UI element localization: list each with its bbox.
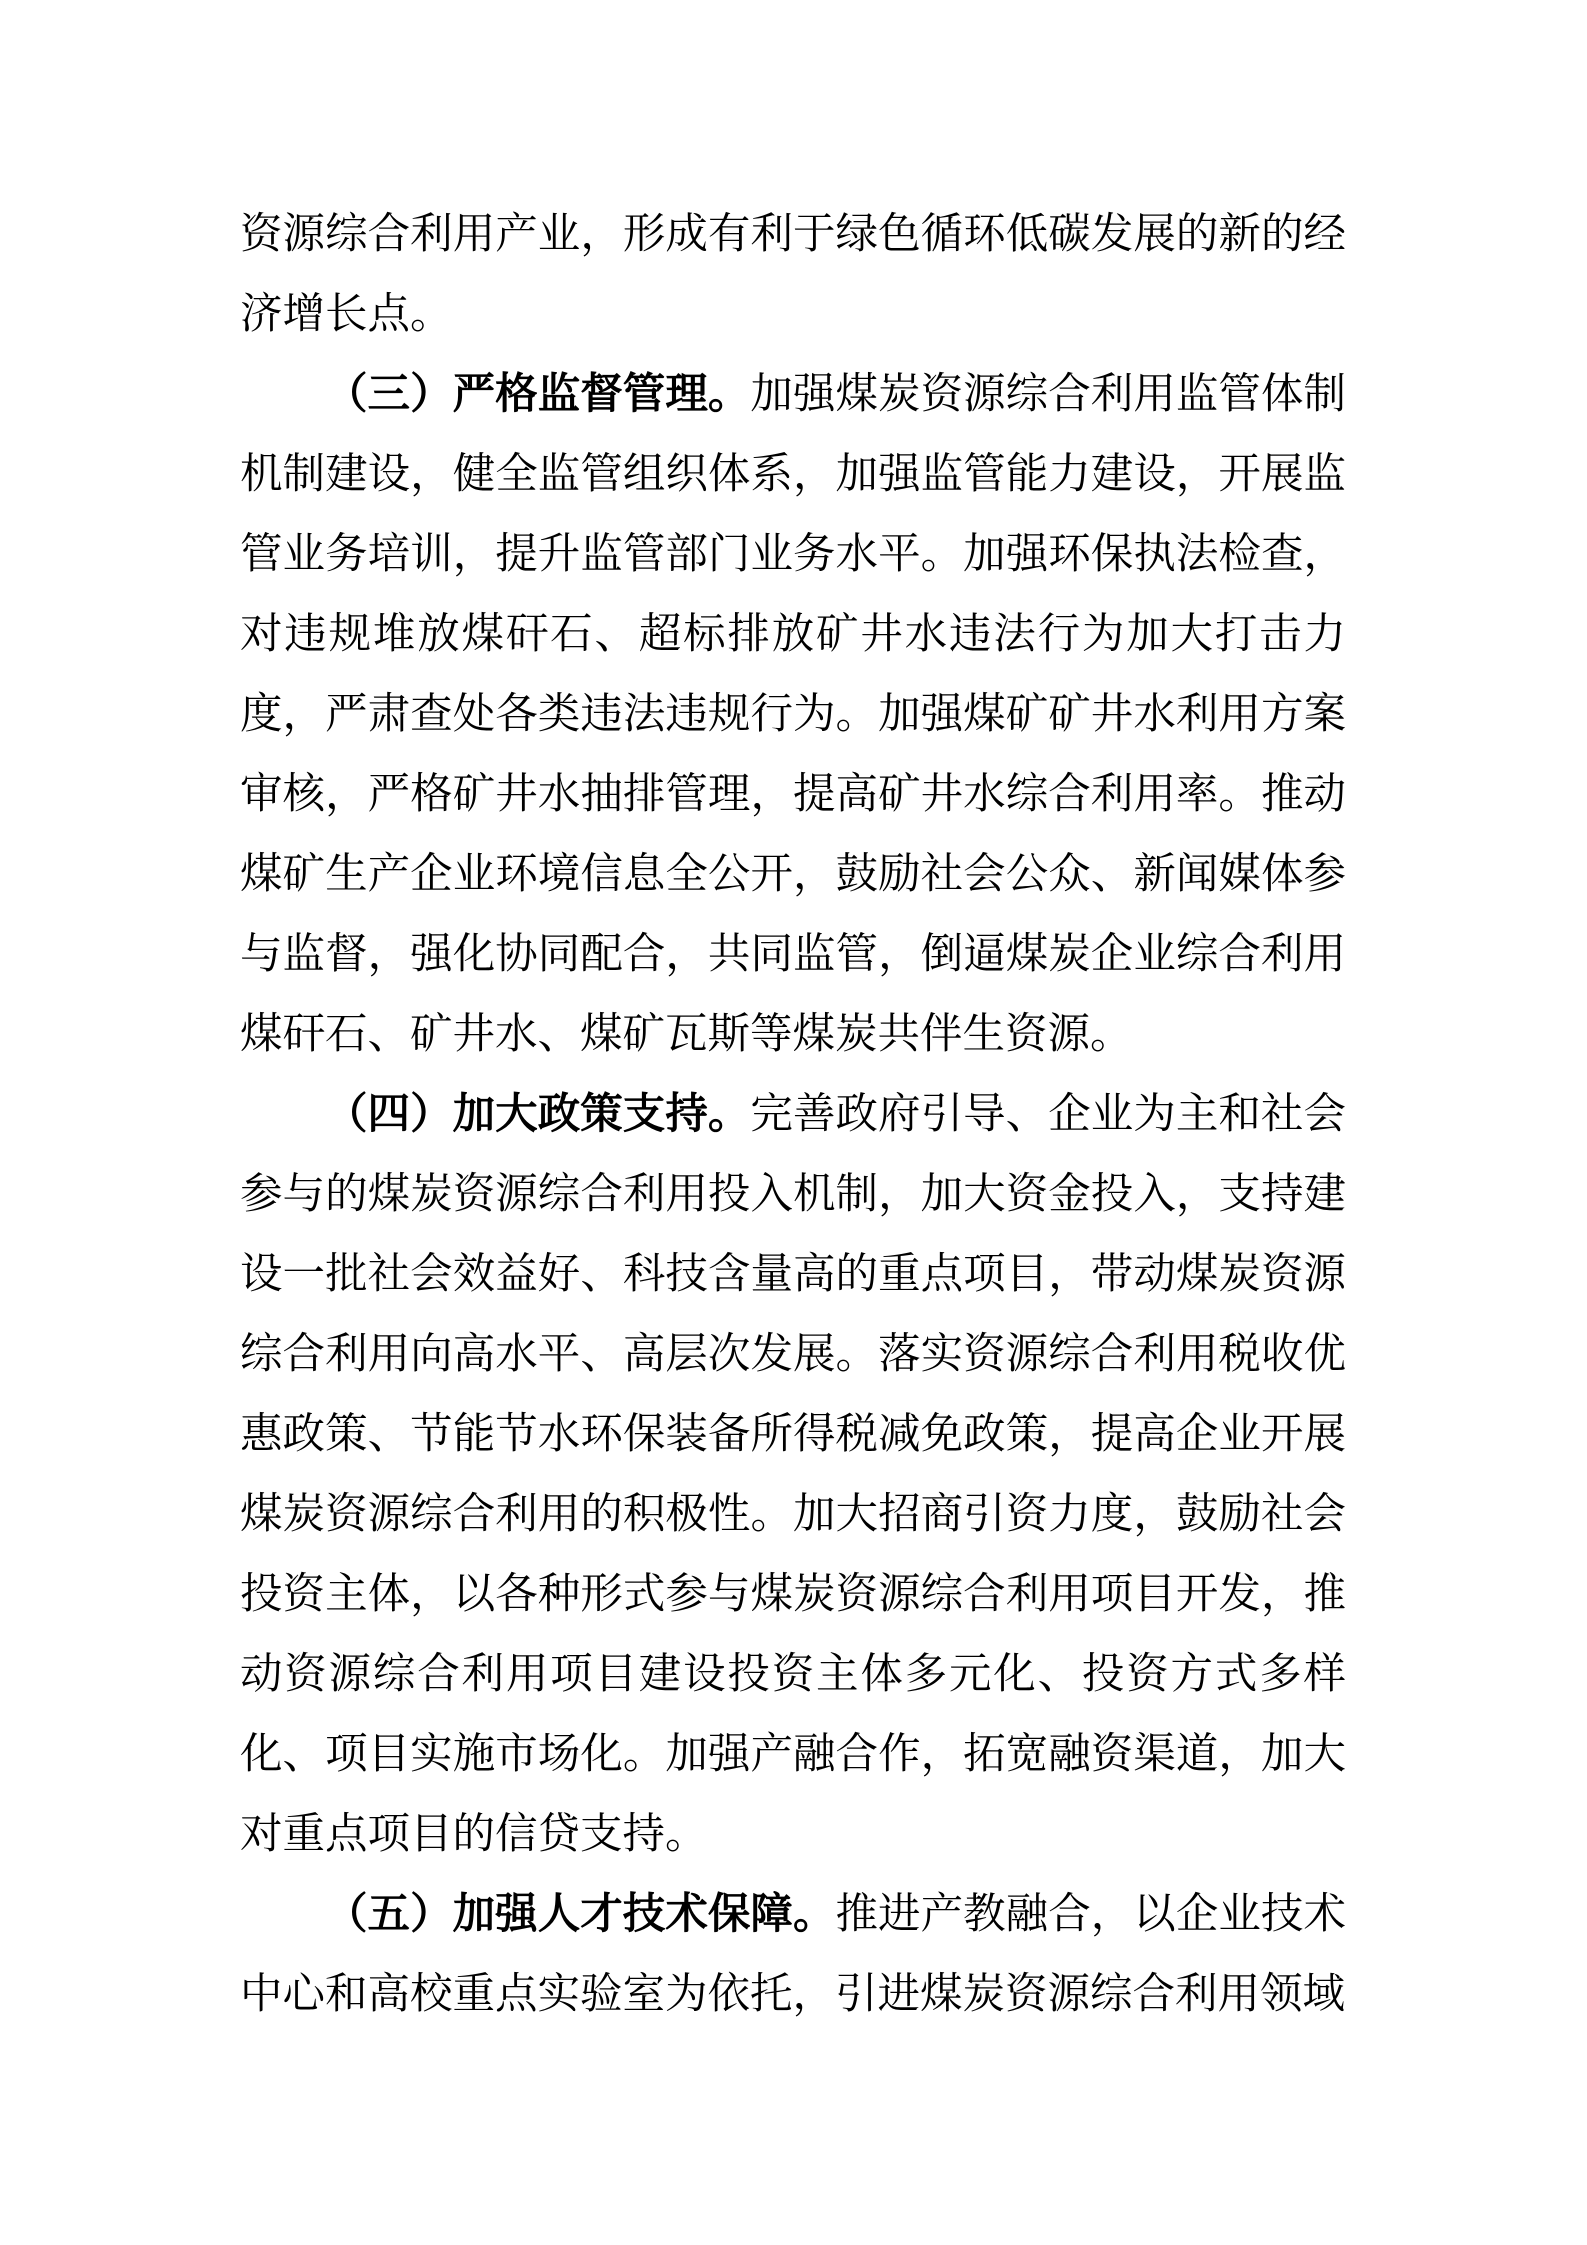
paragraph-heading: （三）严格监督管理。 [325,371,751,418]
paragraph-text: 推进产教融合，以企业技术中心和高校重点实验室为依托，引进煤炭资源综合利用领域 [240,1891,1346,2018]
paragraph [240,1875,1346,2035]
paragraph [240,355,1346,1075]
paragraph-text: 资源综合利用产业，形成有利于绿色循环低碳发展的新的经济增长点。 [240,211,1346,338]
document-content [240,195,1346,2035]
paragraph-text: 完善政府引导、企业为主和社会参与的煤炭资源综合利用投入机制，加大资金投入，支持建设一批社会效益好、科技含量高的重点项目，带动煤炭资源综合利用向高水平、高层次发展。落实资源综合利用税收优惠政策、节能节水环保装备所得税减免政策，提高企业开展煤炭资源综合利用的积极性。加大招商引资力度，鼓励社会投资主体，以各种形式参与煤炭资源综合利用项目开发，推动资源综合利用项目建设投资主体多元化、投资方式多样化、项目实施市场化。加强产融合作，拓宽融资渠道，加大对重点项目的信贷支持。 [240,1091,1346,1858]
paragraph-text: 加强煤炭资源综合利用监管体制机制建设，健全监管组织体系，加强监管能力建设，开展监管业务培训，提升监管部门业务水平。加强环保执法检查，对违规堆放煤矸石、超标排放矿井水违法行为加大打击力度，严肃查处各类违法违规行为。加强煤矿矿井水利用方案审核，严格矿井水抽排管理，提高矿井水综合利用率。推动煤矿生产企业环境信息全公开，鼓励社会公众、新闻媒体参与监督，强化协同配合，共同监管，倒逼煤炭企业综合利用煤矸石、矿井水、煤矿瓦斯等煤炭共伴生资源。 [240,371,1346,1058]
paragraph [240,1075,1346,1875]
paragraph-heading: （四）加大政策支持。 [325,1091,751,1138]
paragraph-heading: （五）加强人才技术保障。 [325,1891,836,1938]
paragraph [240,195,1346,355]
